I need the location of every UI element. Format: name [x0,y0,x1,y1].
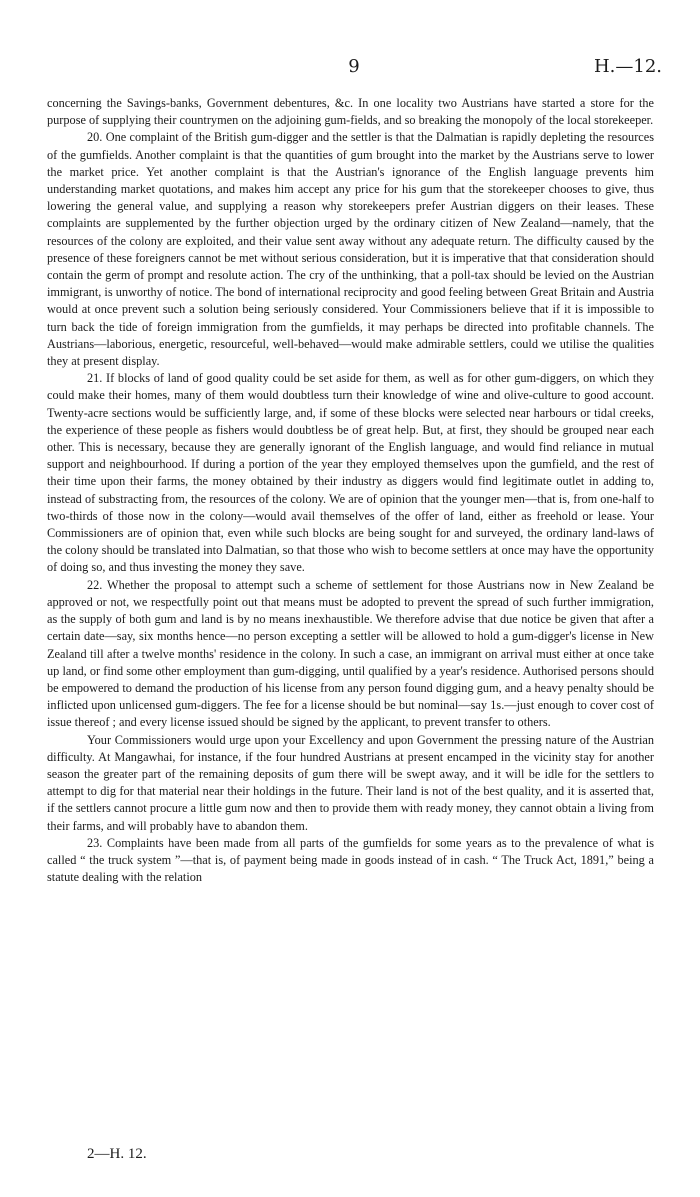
document-reference: H.—12. [593,56,662,77]
paragraph-continuation: concerning the Savings-banks, Government debentures, &c. In one locality two Austrians have started a store for the purpose of supplying their countrymen on the adjoining gum-fields, and so breaking the monopoly of the local storekeeper. [47,96,654,128]
body-text [47,95,654,886]
page-header [46,56,662,86]
paragraph-21: 21. If blocks of land of good quality could be set aside for them, as well as for other gum-diggers, on which they could make their homes, many of them would doubtless turn their knowledge of wine and olive-culture to good account. Twenty-acre sections would be sufficiently large, and, if some of these blocks were selected near harbours or tidal creeks, the experience of these people as fishers would doubtless be of great help. But, at first, they should be grouped near each other. This is necessary, because they are generally ignorant of the English language, and would find reliance in mutual support and neighbourhood. If during a portion of the year they employed themselves upon the gumfield, and the rest of their time upon their farms, the money obtained by their industry as diggers would find legitimate outlet in adding to, instead of substracting from, the resources of the colony. We are of opinion that the younger men—that is, from one-half to two-thirds of those now in the colony—would avail themselves of the offer of land, either as freehold or lease. Your Commissioners are of opinion that, even while such blocks are being sought for and surveyed, the ordinary land-laws of the colony should be translated into Dalmatian, so that those who wish to become settlers at once may have the opportunity of doing so, and thus investing the money they save. [47,371,654,575]
paragraph-20: 20. One complaint of the British gum-digger and the settler is that the Dalmatian is rapidly depleting the resources of the gumfields. Another complaint is that the quantities of gum brought into the market by the Austrians serve to lower the market price. Yet another complaint is that the Austrian's ignorance of the English language prevents him understanding market quotations, and makes him accept any price for his gum that the storekeeper chooses to give, thus lowering the general value, and supplying a reason why storekeepers prefer Austrian diggers on their leases. These complaints are supplemented by the further objection urged by the ordinary citizen of New Zealand—namely, that the resources of the colony are exploited, and their value sent away without any adequate return. The difficulty caused by the presence of these foreigners cannot be met without serious consideration, but it is imperative that that consideration should contain the germ of prompt and resolute action. The cry of the unthinking, that a poll-tax should be levied on the Austrian immigrant, is unworthy of notice. The bond of international reciprocity and good feeling between Great Britain and Austria would at once prevent such a solution being seriously considered. Your Commissioners believe that if it is impossible to turn back the tide of foreign immigration from the gumfields, it may perhaps be directed into profitable channels. The Austrians—laborious, energetic, resourceful, well-behaved—would make admirable settlers, could we utilise the qualities they at present display. [47,130,654,369]
signature-mark: 2—H. 12. [87,1146,147,1162]
paragraph-22: 22. Whether the proposal to attempt such a scheme of settlement for those Austrians now in New Zealand be approved or not, we respectfully point out that means must be adopted to prevent the spread of such further immigration, as the supply of both gum and land is by no means inexhaustible. We therefore advise that due notice be given that after a certain date—say, six months hence—no person excepting a settler will be allowed to hold a gum-digger's license in New Zealand till after a twelve months' residence in the colony. In such a case, an immigrant on arrival must either at once take up land, or find some other employment than gum-digging, until qualified by a year's residence. Authorised persons should be empowered to demand the production of his license from any person found digging gum, and a heavy penalty should be inflicted upon unlicensed gum-diggers. The fee for a license should be but nominal—say 1s.—just enough to cover cost of issue thereof ; and every license issued should be signed by the applicant, to prevent transfer to others. [47,577,654,730]
page-number: 9 [348,56,360,77]
paragraph-23: 23. Complaints have been made from all parts of the gumfields for some years as to the prevalence of what is called “ the truck system ”—that is, of payment being made in goods instead of in cash. “ The Truck Act, 1891,” being a statute dealing with the relation [47,835,654,885]
paragraph-commissioners: Your Commissioners would urge upon your Excellency and upon Government the pressing nature of the Austrian difficulty. At Mangawhai, for instance, if the four hundred Austrians at present encamped in the vicinity stay for another season the greater part of the remaining deposits of gum there will be swept away, and it will be idle for the settlers to attempt to dig for that material near their holdings in the future. Their land is not of the best quality, and it is asserted that, if the settlers cannot procure a little gum now and then to provide them with ready money, they cannot obtain a living from their farms, and will probably have to abandon them. [47,732,654,833]
